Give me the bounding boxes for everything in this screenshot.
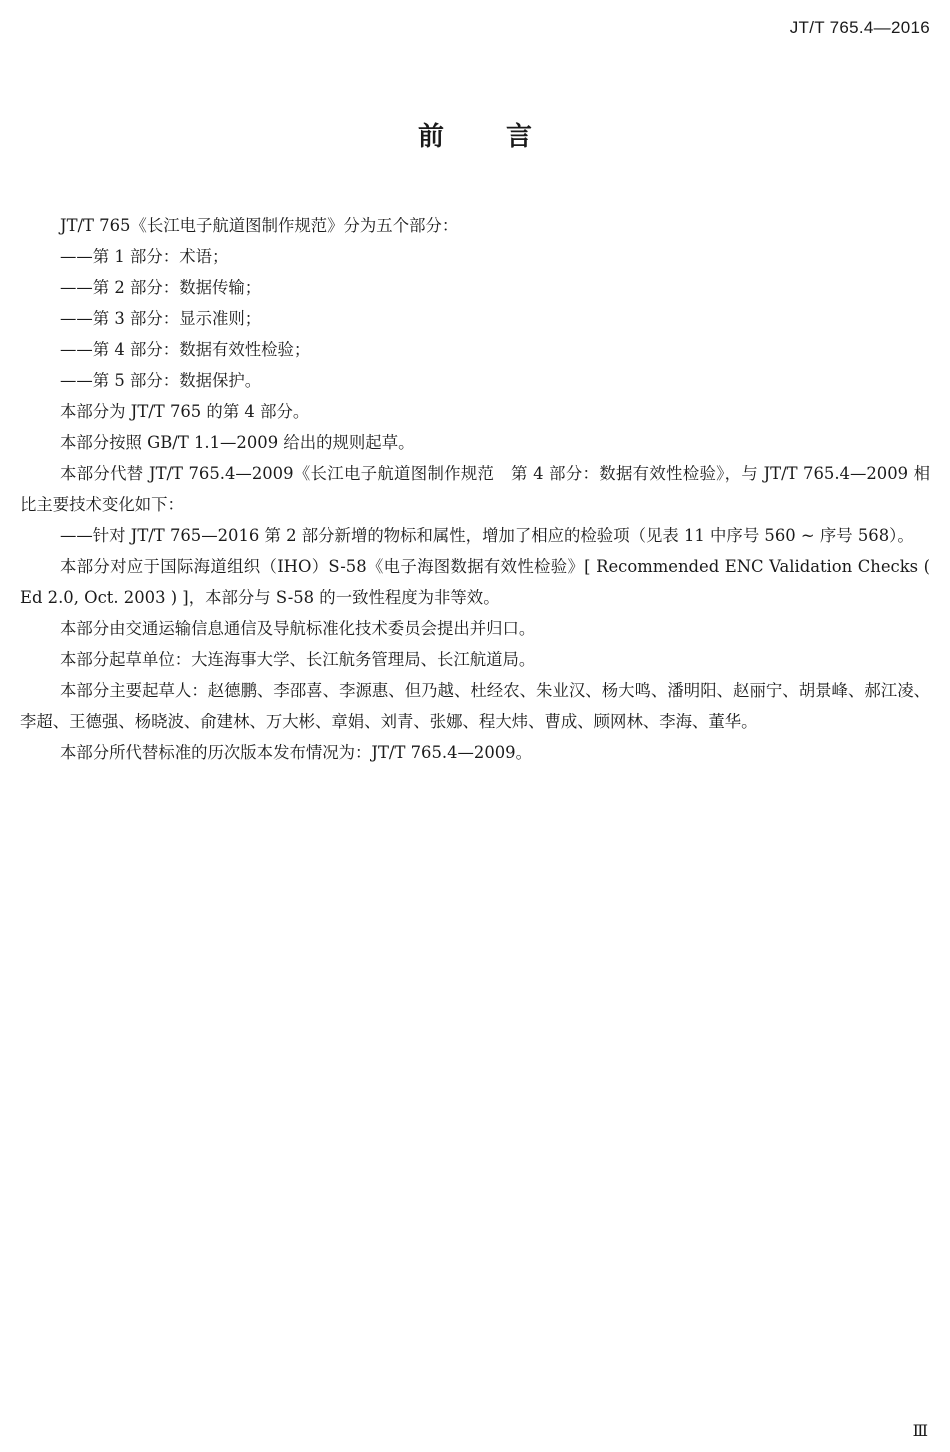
list-item-part2: ——第 2 部分：数据传输；: [60, 278, 262, 297]
paragraph-this-part: 本部分为 JT/T 765 的第 4 部分。: [60, 402, 310, 421]
paragraph-drafting-rules: 本部分按照 GB/T 1.1—2009 给出的规则起草。: [60, 433, 415, 452]
paragraph-drafting-units: 本部分起草单位：大连海事大学、长江航务管理局、长江航道局。: [60, 650, 536, 669]
page-title: 前言: [417, 122, 594, 152]
paragraph-proposer: 本部分由交通运输信息通信及导航标准化技术委员会提出并归口。: [60, 619, 536, 638]
standard-code: JT/T 765.4—2016: [789, 18, 930, 37]
list-item-part1: ——第 1 部分：术语；: [60, 247, 229, 266]
paragraph-history: 本部分所代替标准的历次版本发布情况为：JT/T 765.4—2009。: [60, 743, 533, 762]
list-item-part4: ——第 4 部分：数据有效性检验；: [60, 340, 311, 359]
paragraph-intro: JT/T 765《长江电子航道图制作规范》分为五个部分：: [60, 216, 459, 235]
paragraph-correspondence: 本部分对应于国际海道组织（IHO）S-58《电子海图数据有效性检验》[ Recommended ENC Validation Checks ( Ed 2.0, Oct. 2003 ) ]，本部分与 S-58 的一致性程度为非等效。: [20, 557, 930, 607]
page-number: Ⅲ: [912, 1421, 928, 1440]
document-body: [20, 210, 930, 768]
list-item-part3: ——第 3 部分：显示准则；: [60, 309, 262, 328]
paragraph-drafters: 本部分主要起草人：赵德鹏、李邵喜、李源惠、但乃越、杜经农、朱业汉、杨大鸣、潘明阳、赵丽宁、胡景峰、郝江凌、李超、王德强、杨晓波、俞建林、万大彬、章娟、刘青、张娜、程大炜、曹成、顾网林、李海、董华。: [20, 681, 930, 731]
list-item-change: ——针对 JT/T 765—2016 第 2 部分新增的物标和属性，增加了相应的检验项（见表 11 中序号 560 ~ 序号 568）。: [60, 526, 914, 545]
list-item-part5: ——第 5 部分：数据保护。: [60, 371, 262, 390]
paragraph-replaces: 本部分代替 JT/T 765.4—2009《长江电子航道图制作规范 第 4 部分：数据有效性检验》，与 JT/T 765.4—2009 相比主要技术变化如下：: [20, 464, 930, 514]
